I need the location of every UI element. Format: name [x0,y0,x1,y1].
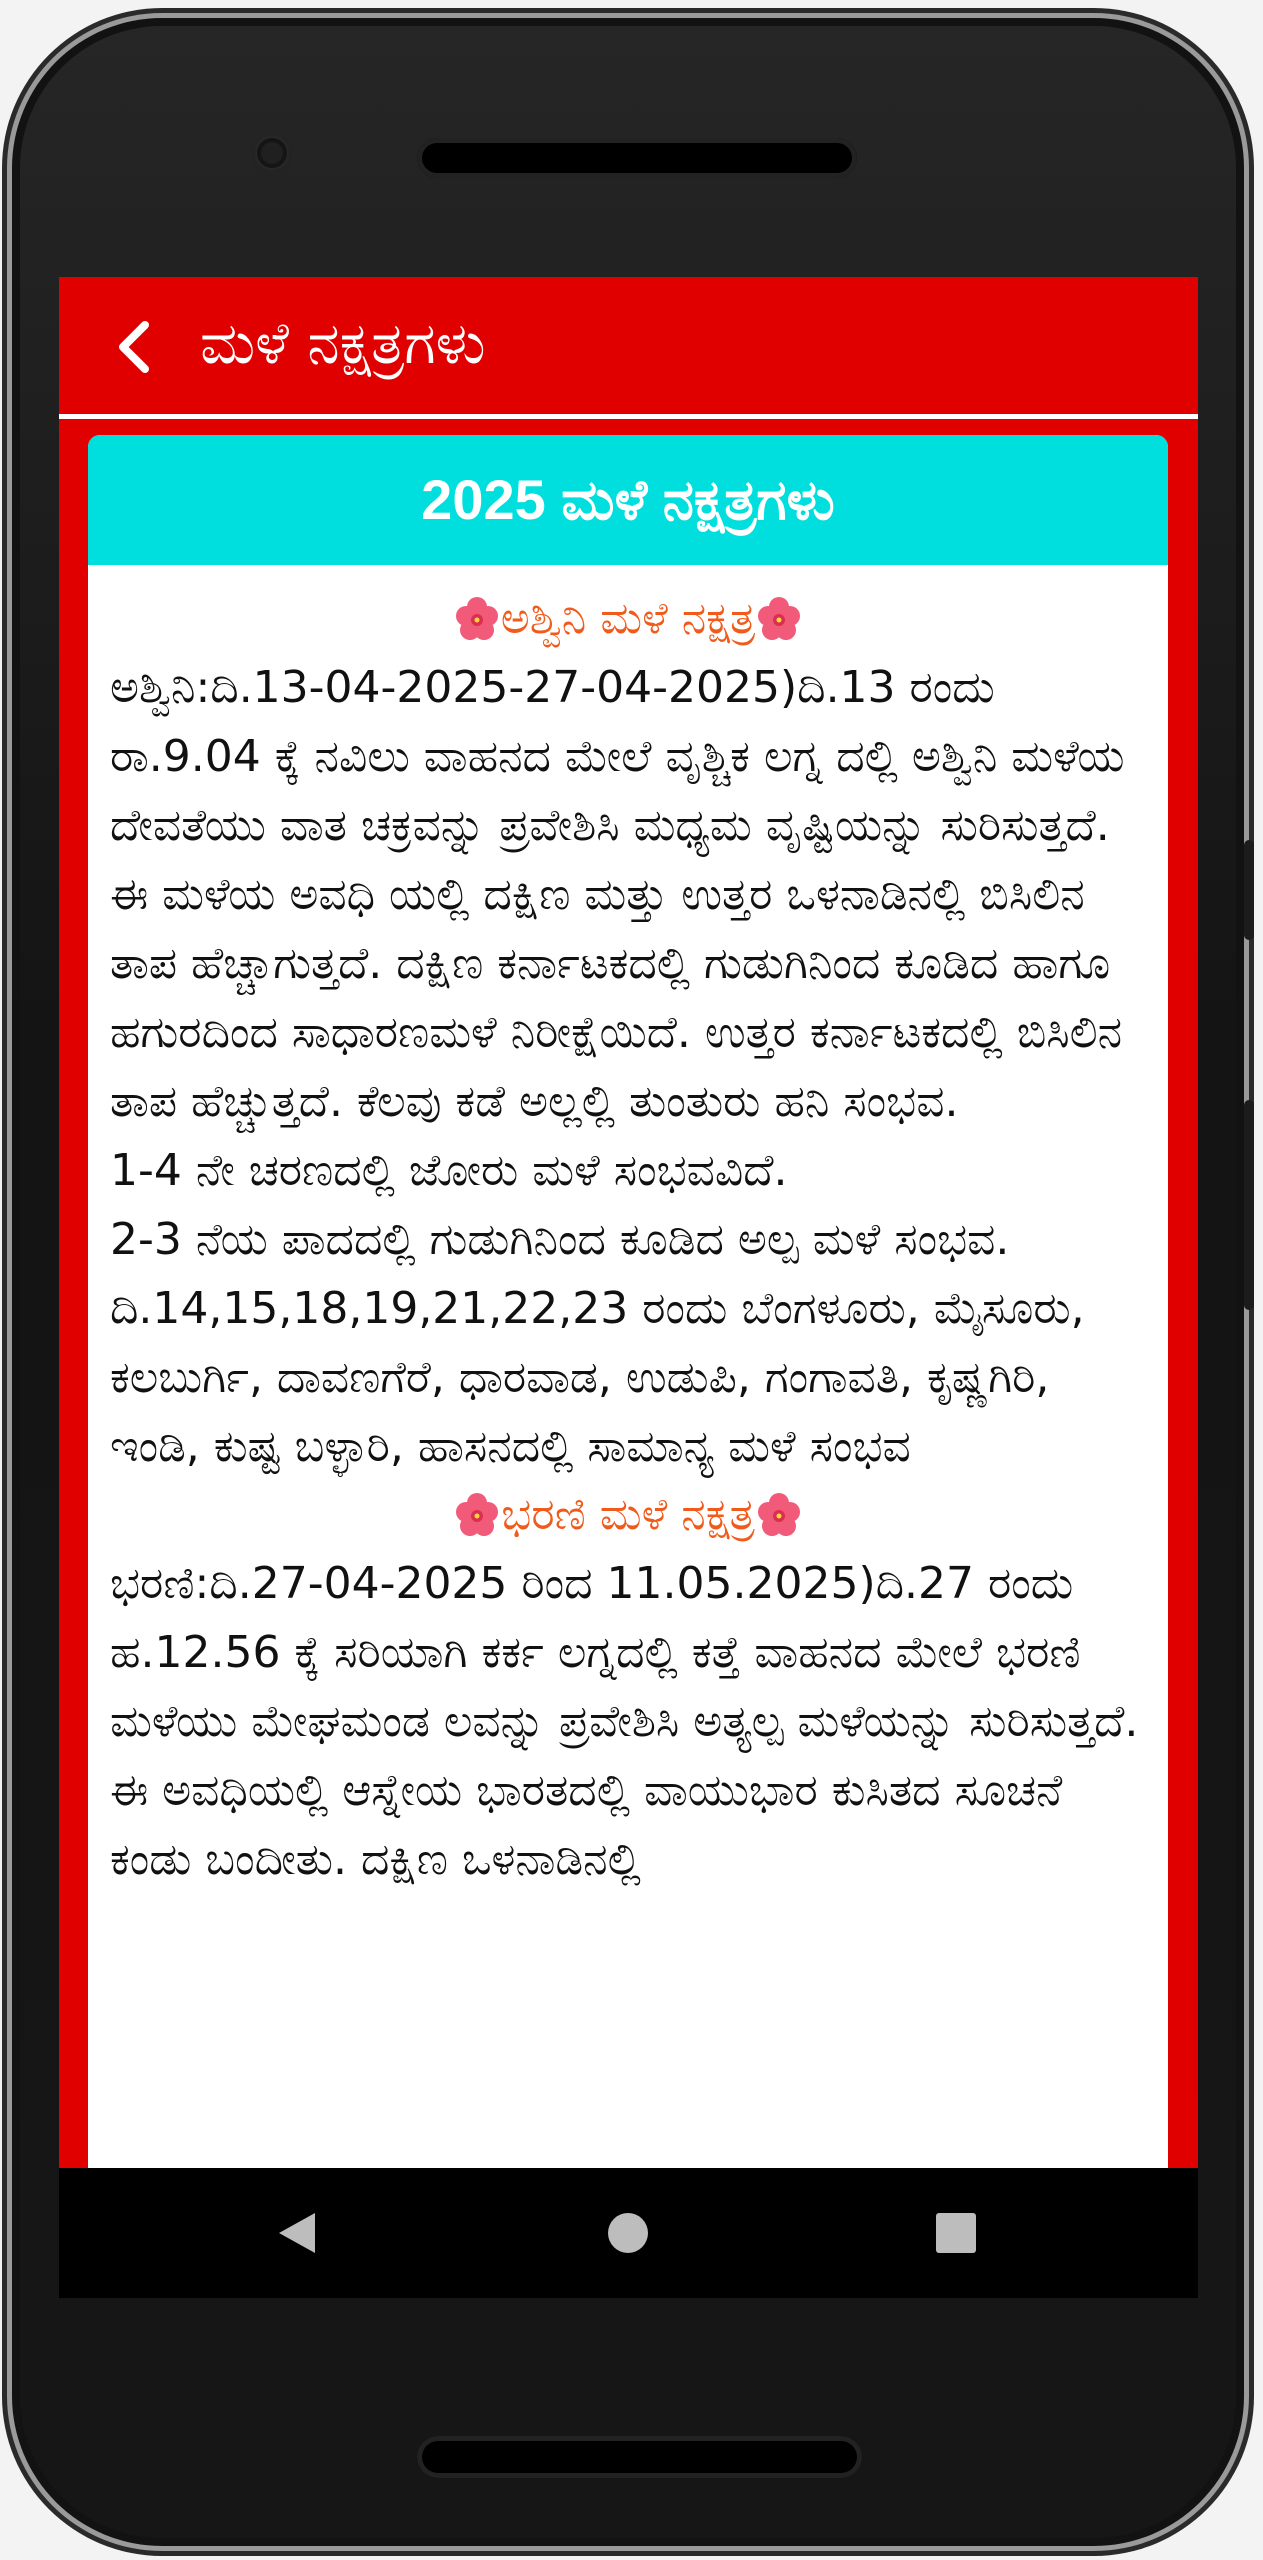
hibiscus-flower-icon [755,595,803,643]
section-heading-bharani [110,1481,1146,1549]
card-title: 2025 ಮಳೆ ನಕ್ಷತ್ರಗಳು [421,467,835,531]
nav-home-button[interactable] [568,2168,688,2298]
hibiscus-flower-icon [453,595,501,643]
app-bar-divider [59,414,1198,419]
hibiscus-flower-icon [755,1491,803,1539]
card-body[interactable] [88,565,1168,1894]
back-button[interactable] [103,317,163,377]
card-header [88,435,1168,565]
section-body-bharani: ಭರಣಿ:ದಿ.27-04-2025 ರಿಂದ 11.05.2025)ದಿ.27 ರಂದು ಹ.12.56 ಕ್ಕೆ ಸರಿಯಾಗಿ ಕರ್ಕ ಲಗ್ನದಲ್ಲಿ ಕತ್ತೆ ವಾಹನದ ಮೇಲೆ ಭರಣಿ ಮಳೆಯು ಮೇಘಮಂಡ ಲವನ್ನು ಪ್ರವೇಶಿಸಿ ಅತ್ಯಲ್ಪ ಮಳೆಯನ್ನು ಸುರಿಸುತ್ತದೆ. ಈ ಅವಧಿಯಲ್ಲಿ ಆಸ್ನೇಯ ಭಾರತದಲ್ಲಿ ವಾಯುಭಾರ ಕುಸಿತದ ಸೂಚನೆ ಕಂಡು ಬಂದೀತು. ದಕ್ಷಿಣ ಒಳನಾಡಿನಲ್ಲಿ [110,1558,1153,1885]
square-recents-icon [934,2211,978,2255]
power-button [1244,1100,1254,1310]
volume-button [1244,840,1254,940]
hibiscus-flower-icon [453,1491,501,1539]
content-card [88,435,1168,2298]
triangle-back-icon [275,2209,319,2257]
circle-home-icon [606,2211,650,2255]
bottom-speaker [417,2436,862,2478]
app-bar [59,277,1198,410]
section-heading-ashwini [110,585,1146,653]
nav-back-button[interactable] [237,2168,357,2298]
nav-recents-button[interactable] [896,2168,1016,2298]
earpiece-speaker [417,138,857,178]
front-camera [257,138,287,168]
section-heading-text: ಅಶ್ವಿನಿ ಮಳೆ ನಕ್ಷತ್ರ [500,593,756,644]
system-nav-bar [59,2168,1198,2298]
app-screen [59,277,1198,2298]
section-heading-text: ಭರಣಿ ಮಳೆ ನಕ್ಷತ್ರ [501,1489,755,1540]
chevron-left-icon [113,319,153,375]
section-body-ashwini: ಅಶ್ವಿನಿ:ದಿ.13-04-2025-27-04-2025)ದಿ.13 ರಂದು ರಾ.9.04 ಕ್ಕೆ ನವಿಲು ವಾಹನದ ಮೇಲೆ ವೃಶ್ಚಿಕ ಲಗ್ನ ದಲ್ಲಿ ಅಶ್ವಿನಿ ಮಳೆಯ ದೇವತೆಯು ವಾತ ಚಕ್ರವನ್ನು ಪ್ರವೇಶಿಸಿ ಮಧ್ಯಮ ವೃಷ್ಟಿಯನ್ನು ಸುರಿಸುತ್ತದೆ. ಈ ಮಳೆಯ ಅವಧಿ ಯಲ್ಲಿ ದಕ್ಷಿಣ ಮತ್ತು ಉತ್ತರ ಒಳನಾಡಿನಲ್ಲಿ ಬಿಸಿಲಿನ ತಾಪ ಹೆಚ್ಚಾಗುತ್ತದೆ. ದಕ್ಷಿಣ ಕರ್ನಾಟಕದಲ್ಲಿ ಗುಡುಗಿನಿಂದ ಕೂಡಿದ ಹಾಗೂ ಹಗುರದಿಂದ ಸಾಧಾರಣಮಳೆ ನಿರೀಕ್ಷೆಯಿದೆ. ಉತ್ತರ ಕರ್ನಾಟಕದಲ್ಲಿ ಬಿಸಿಲಿನ ತಾಪ ಹೆಚ್ಚುತ್ತದೆ. ಕೆಲವು ಕಡೆ ಅಲ್ಲಲ್ಲಿ ತುಂತುರು ಹನಿ ಸಂಭವ. 1-4 ನೇ ಚರಣದಲ್ಲಿ ಜೋರು ಮಳೆ ಸಂಭವವಿದೆ. 2-3 ನೆಯ ಪಾದದಲ್ಲಿ ಗುಡುಗಿನಿಂದ ಕೂಡಿದ ಅಲ್ಪ ಮಳೆ ಸಂಭವ. ದಿ.14,15,18,19,21,22,23 ರಂದು ಬೆಂಗಳೂರು, ಮೈಸೂರು, ಕಲಬುರ್ಗಿ, ದಾವಣಗೆರೆ, ಧಾರವಾಡ, ಉಡುಪಿ, ಗಂಗಾವತಿ, ಕೃಷ್ಣಗಿರಿ, ಇಂಡಿ, ಕುಷ್ಟ ಬಳ್ಳಾರಿ, ಹಾಸನದಲ್ಲಿ ಸಾಮಾನ್ಯ ಮಳೆ ಸಂಭವ [110,662,1125,1472]
app-title: ಮಳೆ ನಕ್ಷತ್ರಗಳು [200,309,486,377]
